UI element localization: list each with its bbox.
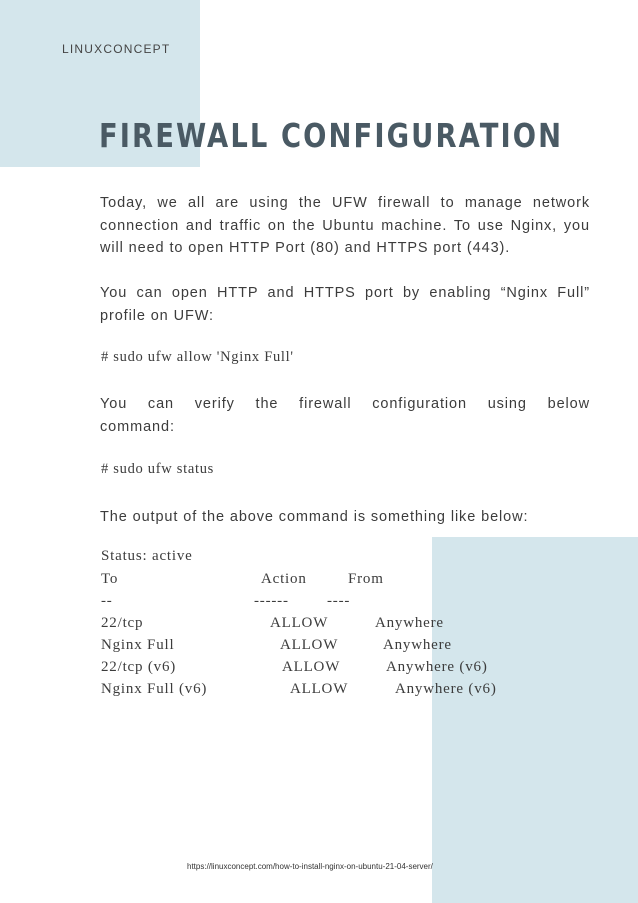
row-from: Anywhere — [383, 637, 452, 653]
row-from: Anywhere (v6) — [386, 659, 488, 675]
decorative-block-bottom — [432, 537, 638, 903]
allow-command: # sudo ufw allow 'Nginx Full' — [101, 349, 294, 365]
enable-paragraph: You can open HTTP and HTTPS port by enabling “Nginx Full” profile on UFW: — [100, 285, 590, 324]
row-action: ALLOW — [270, 615, 329, 631]
row-action: ALLOW — [290, 681, 349, 697]
header-to: To — [101, 571, 119, 587]
row-to: Nginx Full (v6) — [101, 681, 208, 697]
output-status-line: Status: active — [101, 548, 193, 564]
row-action: ALLOW — [282, 659, 341, 675]
intro-paragraph: Today, we all are using the UFW firewall to manage network connection and traffic on the Ubuntu machine. To use Nginx, you will need to open HTTP Port (80) and HTTPS port (443). — [100, 195, 590, 256]
row-to: 22/tcp (v6) — [101, 659, 177, 675]
status-command: # sudo ufw status — [101, 461, 214, 477]
row-from: Anywhere (v6) — [395, 681, 497, 697]
brand-label: LINUXCONCEPT — [62, 42, 171, 56]
header-from: From — [348, 571, 384, 587]
separator-from: ---- — [327, 593, 351, 609]
row-action: ALLOW — [280, 637, 339, 653]
separator-to: -- — [101, 593, 113, 609]
separator-action: ------ — [254, 593, 289, 609]
verify-paragraph — [100, 393, 590, 438]
page-title: FIREWALL CONFIGURATION — [99, 116, 564, 155]
header-action: Action — [261, 571, 307, 587]
row-from: Anywhere — [375, 615, 444, 631]
verify-paragraph-line1: You can verify the firewall configuration using below — [100, 396, 590, 412]
row-to: Nginx Full — [101, 637, 175, 653]
row-to: 22/tcp — [101, 615, 144, 631]
verify-paragraph-line2: command: — [100, 418, 175, 435]
output-intro-paragraph: The output of the above command is something like below: — [100, 509, 529, 525]
source-url: https://linuxconcept.com/how-to-install-nginx-on-ubuntu-21-04-server/ — [187, 862, 433, 871]
